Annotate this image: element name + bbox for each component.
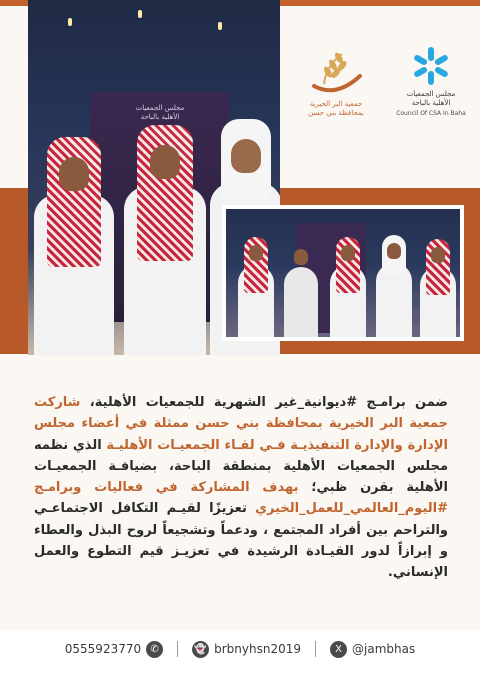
ceiling-light: [138, 10, 142, 18]
article-text: [34, 392, 448, 584]
article-highlight-2: بهدف المشاركة في فعاليات وبرامـج #اليوم_العالمي_للعمل_الخيري: [34, 480, 448, 517]
birr-logo-line-1: جمعية البر الخيرية: [309, 100, 363, 108]
snapchat-handle: brbnyhsn2019: [214, 642, 302, 656]
x-contact[interactable]: [330, 641, 415, 658]
csa-council-logo: [396, 46, 466, 126]
phone-number: 0555923770: [64, 642, 142, 656]
snapchat-icon: 👻: [192, 641, 209, 658]
banner-line-2: الأهلية بالباحة: [140, 113, 180, 121]
csa-logo-english: Council Of CSA In Baha: [396, 110, 466, 117]
x-handle: @jambhas: [352, 642, 416, 656]
footer-divider: [315, 641, 316, 657]
snapchat-contact[interactable]: [192, 641, 301, 658]
group-person: [376, 235, 412, 337]
ceiling-light: [218, 22, 222, 30]
group-person: [420, 239, 456, 337]
footer-divider: [177, 641, 178, 657]
csa-logo-line-2: الأهلية بالباحة: [411, 99, 451, 107]
birr-logo-line-2: بمحافظة بني حسن: [308, 109, 364, 117]
phone-icon: ✆: [146, 641, 163, 658]
phone-contact[interactable]: [65, 641, 163, 658]
article-part-3: تعزيزًا لقيـم التكافل الاجتماعـي والتراحم بين أفراد المجتمع ، ودعماً وتشجيعاً لروح البذل والعطاء و إبرازاً لدور القيـادة الرشيدة في تعزيـز قيم التطوع والعمل الإنساني.: [34, 501, 448, 581]
ceiling-light: [68, 18, 72, 26]
birr-charity-logo: [293, 46, 379, 126]
article-part-2: الذي نظمه مجلس الجمعيات الأهلية بمنطقة الباحة، بضيافـة الجمعيـات الأهلية بقرن ظبي؛: [34, 437, 448, 496]
banner-line-1: مجلس الجمعيات: [135, 104, 185, 112]
group-person: [284, 241, 318, 337]
contact-footer: [0, 638, 480, 660]
group-person: [330, 237, 366, 337]
person-left: [34, 135, 114, 355]
article-part-1: ضمن برامـج #ديوانية_غير الشهرية للجمعيات الأهلية،: [80, 395, 448, 410]
group-person: [238, 237, 274, 337]
csa-logo-line-1: مجلس الجمعيات: [406, 90, 456, 98]
csa-star-icon: [411, 46, 451, 86]
wheat-icon: [306, 46, 366, 98]
article-highlight-1: شاركت جمعية البر الخيرية بمحافظة بني حسن ممثلة في أعضاء مجلس الإدارة والإدارة التنفيذيـة فـي لقـاء الجمعيـات الأهليـة: [34, 395, 448, 453]
group-photo: [222, 205, 464, 341]
person-center: [124, 125, 206, 355]
x-icon: X: [330, 641, 347, 658]
